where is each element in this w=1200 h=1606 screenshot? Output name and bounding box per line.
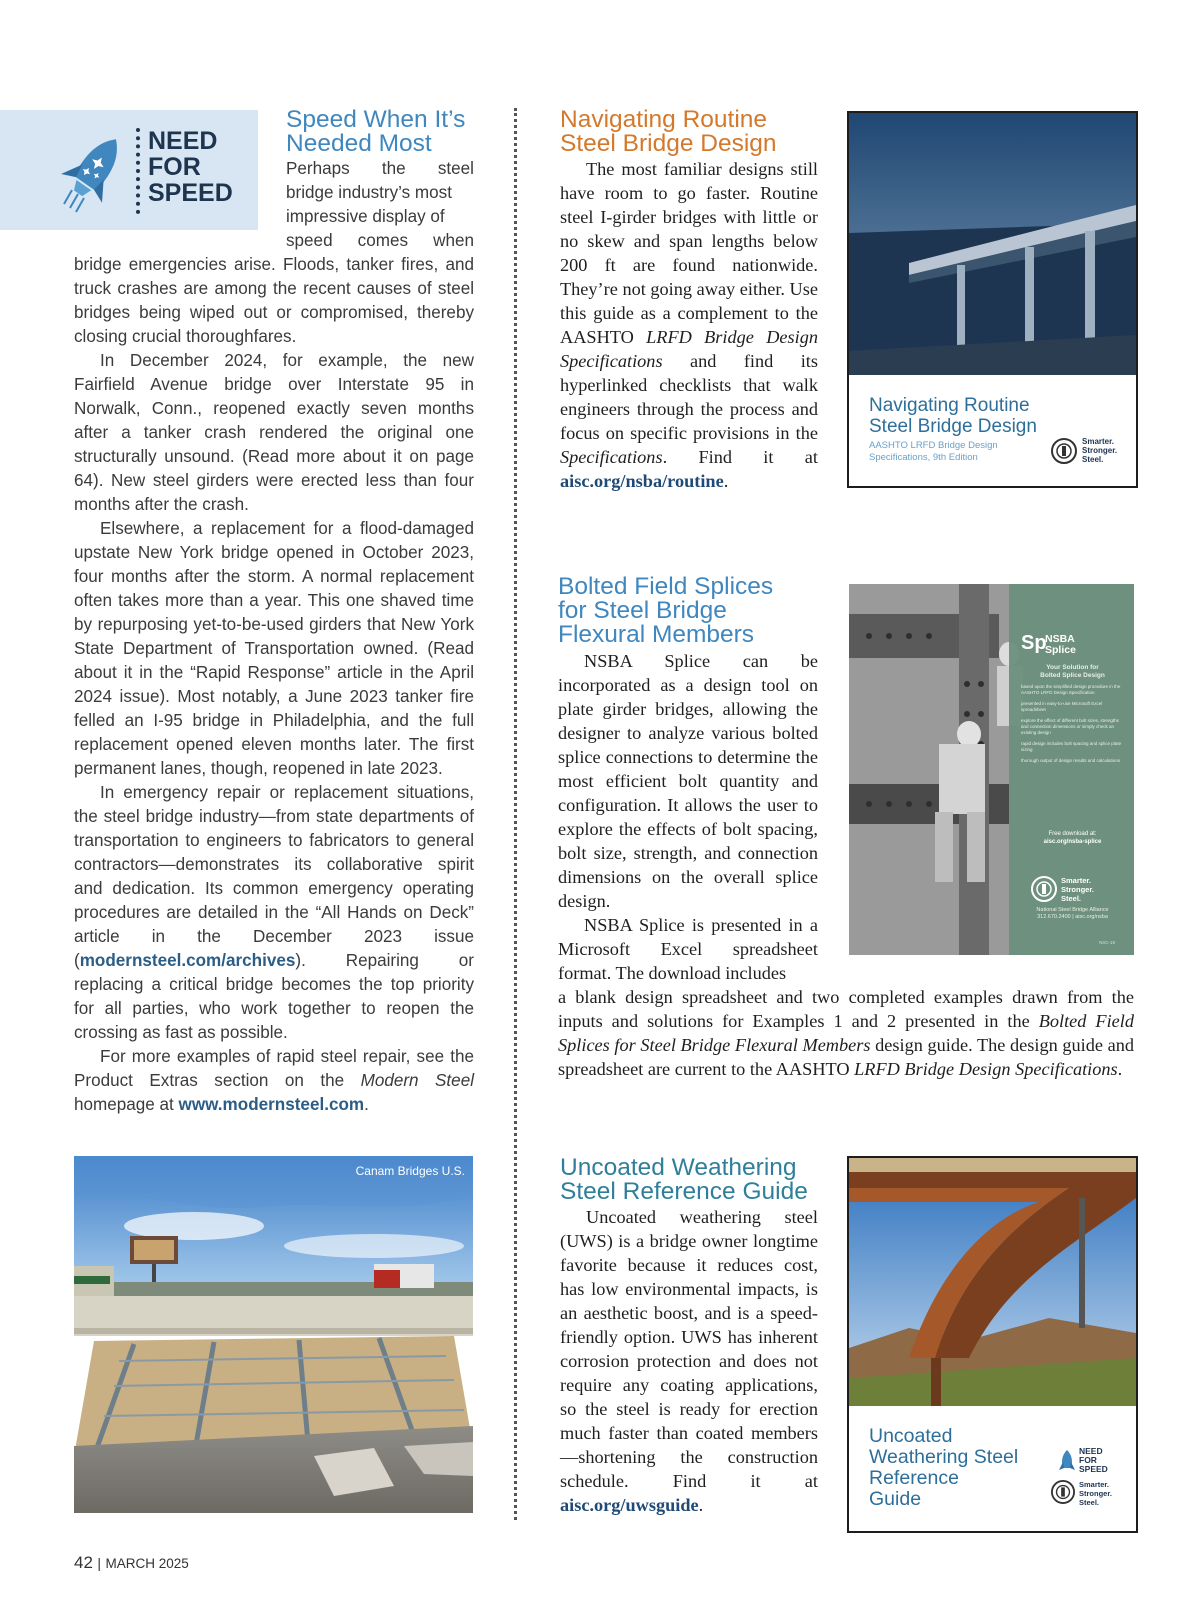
download-link[interactable]: aisc.org/nsba-splice xyxy=(1043,839,1102,845)
badge-line: SPEED xyxy=(148,179,233,207)
tagline-line: Smarter. xyxy=(1061,876,1092,885)
heading-line: Steel Reference Guide xyxy=(560,1178,808,1205)
heading-line: Needed Most xyxy=(286,130,432,157)
badge-label xyxy=(148,128,233,206)
paragraph xyxy=(560,1205,818,1517)
paragraph: Elsewhere, a replacement for a flood-damaged upstate New York bridge opened in October 2023, four months after the storm. A normal replacement often takes more than a year. This one shaved time by repurposing yet-to-be-used girders that New York State Department of Transportation owned. (Read about it in the “Rapid Response” article in the April 2024 issue). Most notably, a June 2023 tanker fire felled an I-95 bridge in Philadelphia, and the full replacement opened eleven months later. The first permanent lanes, though, reopened in late 2023. xyxy=(74,519,474,778)
paragraph: NSBA Splice can be incorporated as a design tool on plate girder bridges, allowing the designer to analyze various bolted splice connections to determine the most efficient bolt quantity and configuration. It allows the user to explore the effects of bolt spacing, bolt size, strength, and connection dimensions on the overall splice design. xyxy=(558,651,818,911)
cover-subtitle xyxy=(869,440,998,464)
text-run: and find its hyperlinked checklists that walk engineers through the process and focus on specific provisions in the xyxy=(560,351,818,443)
uws-guide-cover[interactable] xyxy=(847,1156,1138,1533)
rocket-icon xyxy=(60,128,126,216)
text-run: homepage at xyxy=(74,1095,179,1114)
heading-line: Steel Bridge Design xyxy=(560,130,777,157)
bullet-item: rapid design includes bolt spacing and splice plate sizing xyxy=(1021,741,1122,752)
construction-site-illustration xyxy=(74,1156,473,1513)
paragraph: bridge emergencies arise. Floods, tanker fires, and truck crashes are among the recent causes of steel bridges being wiped out or compromised, thereby closing crucial thoroughfares. xyxy=(74,255,474,346)
bridge-construction-photo xyxy=(74,1156,473,1513)
aisc-seal-icon xyxy=(1051,1480,1075,1504)
heading-line: Uncoated Weathering xyxy=(560,1154,797,1181)
intro-line: impressive display of xyxy=(286,207,445,226)
splice-body-narrow xyxy=(558,649,818,985)
intro-word: comes xyxy=(357,231,409,250)
aisc-seal-icon xyxy=(1031,876,1057,902)
footer-separator: | xyxy=(97,1555,102,1571)
paragraph: NSBA Splice is presented in a Microsoft Excel spreadsheet format. The download includes xyxy=(558,915,818,983)
routine-body xyxy=(560,157,818,493)
splice-body-wide xyxy=(558,985,1134,1081)
tagline-line: Stronger. xyxy=(1061,885,1094,894)
paragraph xyxy=(74,781,474,1045)
cover-title-line: Reference xyxy=(869,1467,959,1489)
speed-intro-narrow xyxy=(286,157,474,253)
text-run: design guide. The design guide and spreadsheet are current to the AASHTO xyxy=(558,1035,1134,1079)
text-run: In emergency repair or replacement situations, the steel bridge industry—from state departments of transportation to engineers to fabricators to general contractors—demonstrates its collaborative spirit and dedication. Its common emergency operating procedures are detailed in the “All Hands on Deck” article in the December 2023 issue ( xyxy=(74,783,474,970)
cover-title-line: Steel Bridge Design xyxy=(869,416,1037,437)
cover-tagline xyxy=(1079,1480,1112,1507)
book-title: Bolted Field Splices for Steel Bridge Flexural Members xyxy=(558,1011,1134,1055)
column-divider xyxy=(514,108,517,1520)
rocket-icon xyxy=(1057,1448,1077,1474)
intro-word: Perhaps xyxy=(286,159,350,178)
splice-flyer-bullets xyxy=(1021,684,1125,764)
bullet-item: presented in easy-to-use Microsoft Excel spreadsheet xyxy=(1021,701,1103,712)
product-name-line: Splice xyxy=(1045,644,1076,656)
cover-title-line: Navigating Routine xyxy=(869,395,1030,416)
text-run: The most familiar designs still have room to go faster. Routine steel I-girder bridges with little or no skew and span lengths below 200 ft are found nationwide. They’re not going away either. Use this guide as a complement to the AASHTO xyxy=(560,159,818,347)
tagline-line: Smarter. xyxy=(1082,437,1115,446)
aisc-seal-icon xyxy=(1051,438,1077,464)
book-title: LRFD Bridge Design Specifications xyxy=(854,1059,1118,1079)
heading-line: for Steel Bridge xyxy=(558,597,727,624)
issue-date: MARCH 2025 xyxy=(105,1556,189,1571)
subtitle-line: Bolted Splice Design xyxy=(1040,672,1105,679)
cover-title-line: Weathering Steel xyxy=(869,1446,1019,1468)
text-run: . xyxy=(1117,1059,1123,1079)
splice-flyer-subtitle xyxy=(1015,664,1130,680)
text-run: . Find it at xyxy=(662,447,818,467)
text-run: ). Repairing or replacing a critical bridge becomes the top priority for all parties, who work together to reopen the crossing as fast as possible. xyxy=(74,951,474,1042)
heading-line: Navigating Routine xyxy=(560,106,768,133)
photo-credit: Canam Bridges U.S. xyxy=(355,1164,465,1178)
cover-subtitle-line: Specifications, 9th Edition xyxy=(869,452,978,463)
bullet-item: thorough output of design results and calculations xyxy=(1021,758,1121,763)
heading-line: Speed When It’s xyxy=(286,106,466,133)
tagline-line: Steel. xyxy=(1079,1498,1100,1507)
download-line: Free download at: xyxy=(1048,831,1097,837)
speed-body xyxy=(74,253,474,1117)
uws-heading xyxy=(560,1156,808,1204)
text-run: . xyxy=(698,1495,704,1515)
paragraph xyxy=(74,1045,474,1117)
heading-line: Flexural Members xyxy=(558,621,755,648)
page-number: 42 xyxy=(74,1553,93,1572)
splice-flyer-code: NSC-19 xyxy=(1099,940,1116,945)
paragraph: In December 2024, for example, the new Fairfield Avenue bridge over Interstate 95 in Norwalk, Conn., reopened exactly seven months after a tanker crash rendered the original one structurally unsound. (Read more about it on page 64). New steel girders were erected less than four months after the crash. xyxy=(74,351,474,514)
weathering-bridge-illustration xyxy=(849,1158,1136,1406)
org-line: National Steel Bridge Alliance xyxy=(1036,907,1109,913)
badge-line: FOR xyxy=(148,153,201,181)
badge-line: SPEED xyxy=(1079,1464,1108,1474)
intro-word: steel xyxy=(437,159,474,178)
tagline-line: Steel. xyxy=(1061,894,1082,903)
text-run: a blank design spreadsheet and two completed examples drawn from the inputs and solutions for Examples 1 and 2 presented in the xyxy=(558,987,1134,1031)
bullet-item: explore the effect of different bolt sizes, strengths and connection dimensions or simply check an existing design xyxy=(1021,718,1119,735)
routine-link[interactable]: aisc.org/nsba/routine xyxy=(560,471,724,491)
subtitle-line: Your Solution for xyxy=(1046,664,1099,671)
nsba-splice-flyer[interactable] xyxy=(849,584,1134,955)
paragraph xyxy=(560,157,818,493)
splice-product-name xyxy=(1045,634,1076,656)
tagline-line: Steel. xyxy=(1082,455,1104,464)
cover-subtitle-line: AASHTO LRFD Bridge Design xyxy=(869,440,998,451)
product-name-line: NSBA xyxy=(1045,633,1075,645)
badge-line: NEED xyxy=(1079,1446,1103,1456)
cover-title xyxy=(869,1426,1018,1510)
badge-line: NEED xyxy=(148,127,218,155)
badge-line: FOR xyxy=(1079,1455,1097,1465)
routine-heading xyxy=(560,108,777,156)
tagline-line: Stronger. xyxy=(1082,446,1118,455)
cover-title-line: Guide xyxy=(869,1488,922,1510)
text-run: For more examples of rapid steel repair, see the Product Extras section on the xyxy=(74,1047,474,1090)
splice-tagline xyxy=(1061,876,1094,903)
uws-body xyxy=(560,1205,818,1517)
tagline-line: Stronger. xyxy=(1079,1489,1112,1498)
bullet-item: based upon the simplified design procedure in the AASHTO LRFD Design Specification xyxy=(1021,684,1121,695)
paragraph xyxy=(558,985,1134,1081)
modernsteel-link[interactable]: www.modernsteel.com xyxy=(178,1095,365,1114)
org-line: 312.670.2400 | aisc.org/nsba xyxy=(1037,914,1108,920)
intro-word: the xyxy=(381,159,406,178)
intro-word: speed xyxy=(286,231,333,250)
splice-flyer-org xyxy=(1015,907,1130,921)
speed-heading xyxy=(286,108,465,156)
book-title: Specifications xyxy=(560,447,663,467)
cover-tagline xyxy=(1082,437,1117,464)
tagline-line: Smarter. xyxy=(1079,1480,1110,1489)
splice-logo: Sp xyxy=(1021,632,1047,654)
uws-link[interactable]: aisc.org/uwsguide xyxy=(560,1495,699,1515)
badge-dotted-rule xyxy=(136,128,140,214)
book-title: LRFD Bridge Design Specifications xyxy=(560,327,818,371)
intro-line: bridge industry’s most xyxy=(286,183,452,202)
heading-line: Bolted Field Splices xyxy=(558,573,774,600)
text-run: Uncoated weathering steel (UWS) is a bridge owner longtime favorite because it reduces cost, has low environmental impacts, is an aesthetic boost, and is a speed-friendly option. UWS has inherent corrosion protection and does not require any coating applications, so the steel is ready for erection much faster than coated members—shortening the construction schedule. Find it at xyxy=(560,1207,818,1491)
magazine-name: Modern Steel xyxy=(360,1071,474,1090)
routine-guide-cover[interactable] xyxy=(847,111,1138,488)
splice-flyer-download xyxy=(1015,830,1130,846)
cover-title xyxy=(869,395,1037,437)
archives-link[interactable]: modernsteel.com/archives xyxy=(79,951,296,970)
overpass-illustration xyxy=(849,113,1136,375)
text-run: . xyxy=(364,1095,369,1114)
need-for-speed-badge xyxy=(0,110,258,230)
cover-need-for-speed xyxy=(1079,1447,1108,1474)
cover-title-line: Uncoated xyxy=(869,1425,953,1447)
splice-heading xyxy=(558,575,773,647)
page-footer xyxy=(74,1553,189,1573)
text-run: . xyxy=(723,471,729,491)
intro-word: when xyxy=(433,231,474,250)
